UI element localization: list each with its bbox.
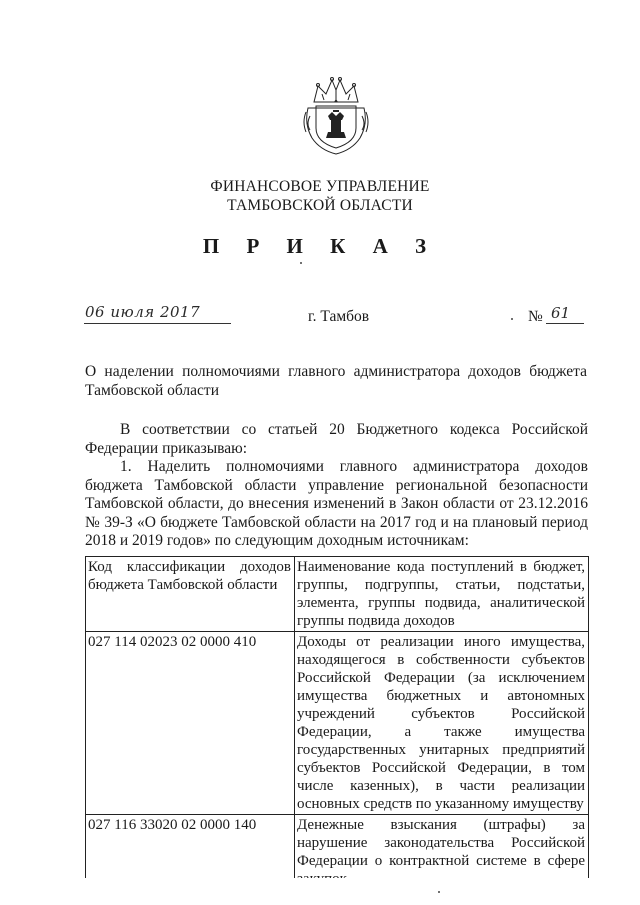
document-body bbox=[85, 421, 588, 551]
table-cell-name: Денежные взыскания (штрафы) за нарушение законодательства Российской Федерации о контрактной системе в сфере bbox=[295, 815, 589, 890]
table-header-name: Наименование кода поступлений в бюджет, группы, подгруппы, статьи, подстатьи, элемента, группы подвида, аналитической группы подвида доходов bbox=[295, 557, 589, 632]
body-paragraph-1: В соответствии со статьей 20 Бюджетного кодекса Российской Федерации приказываю: bbox=[85, 421, 588, 457]
org-name-line-2: ТАМБОВСКОЙ ОБЛАСТИ bbox=[227, 197, 413, 214]
table-cell-name: Доходы от реализации иного имущества, находящегося в собственности субъектов Российской Федерации (за исключением имущества бюджетных и автономных учреждений субъектов Российской Федерации, а также имущества государственных унитарных предприятий субъектов Российской Федерации, в том числе казенных), в части реализации основных средств по указанному имуществу bbox=[295, 632, 589, 815]
table-cell-code: 027 114 02023 02 0000 410 bbox=[86, 632, 295, 815]
document-subject: О наделении полномочиями главного администратора доходов бюджета Тамбовской области bbox=[85, 363, 587, 399]
number-handwritten: 61 bbox=[551, 304, 571, 322]
table-row bbox=[86, 632, 589, 815]
page-bottom-margin bbox=[0, 878, 640, 905]
number-underline bbox=[546, 323, 584, 324]
date-handwritten: 06 июля 2017 bbox=[85, 303, 201, 321]
number-label: № bbox=[528, 308, 543, 325]
date-underline bbox=[84, 323, 231, 324]
table-header-row bbox=[86, 557, 589, 632]
scan-speck bbox=[300, 262, 302, 264]
coat-of-arms-emblem bbox=[300, 72, 372, 156]
table-header-code: Код классификации доходов бюджета Тамбовской области bbox=[86, 557, 295, 632]
table-cell-code: 027 116 33020 02 0000 140 bbox=[86, 815, 295, 890]
org-name-line-1: ФИНАНСОВОЕ УПРАВЛЕНИЕ bbox=[210, 178, 430, 195]
revenue-codes-table bbox=[85, 556, 589, 890]
city-label: г. Тамбов bbox=[308, 308, 370, 325]
scan-speck bbox=[511, 318, 513, 320]
document-type-title: П Р И К А З bbox=[202, 234, 438, 258]
scan-speck bbox=[438, 891, 440, 893]
body-paragraph-2: 1. Наделить полномочиями главного администратора доходов бюджета Тамбовской области управление региональной безопасности Тамбовской области, до внесения изменений в Закон области от 23.12.2016 № 39-З «О бюджете Тамбовской области на 2017 год и на плановый период 2018 и 2019 годов» по следующим доходным источникам: bbox=[85, 458, 588, 549]
